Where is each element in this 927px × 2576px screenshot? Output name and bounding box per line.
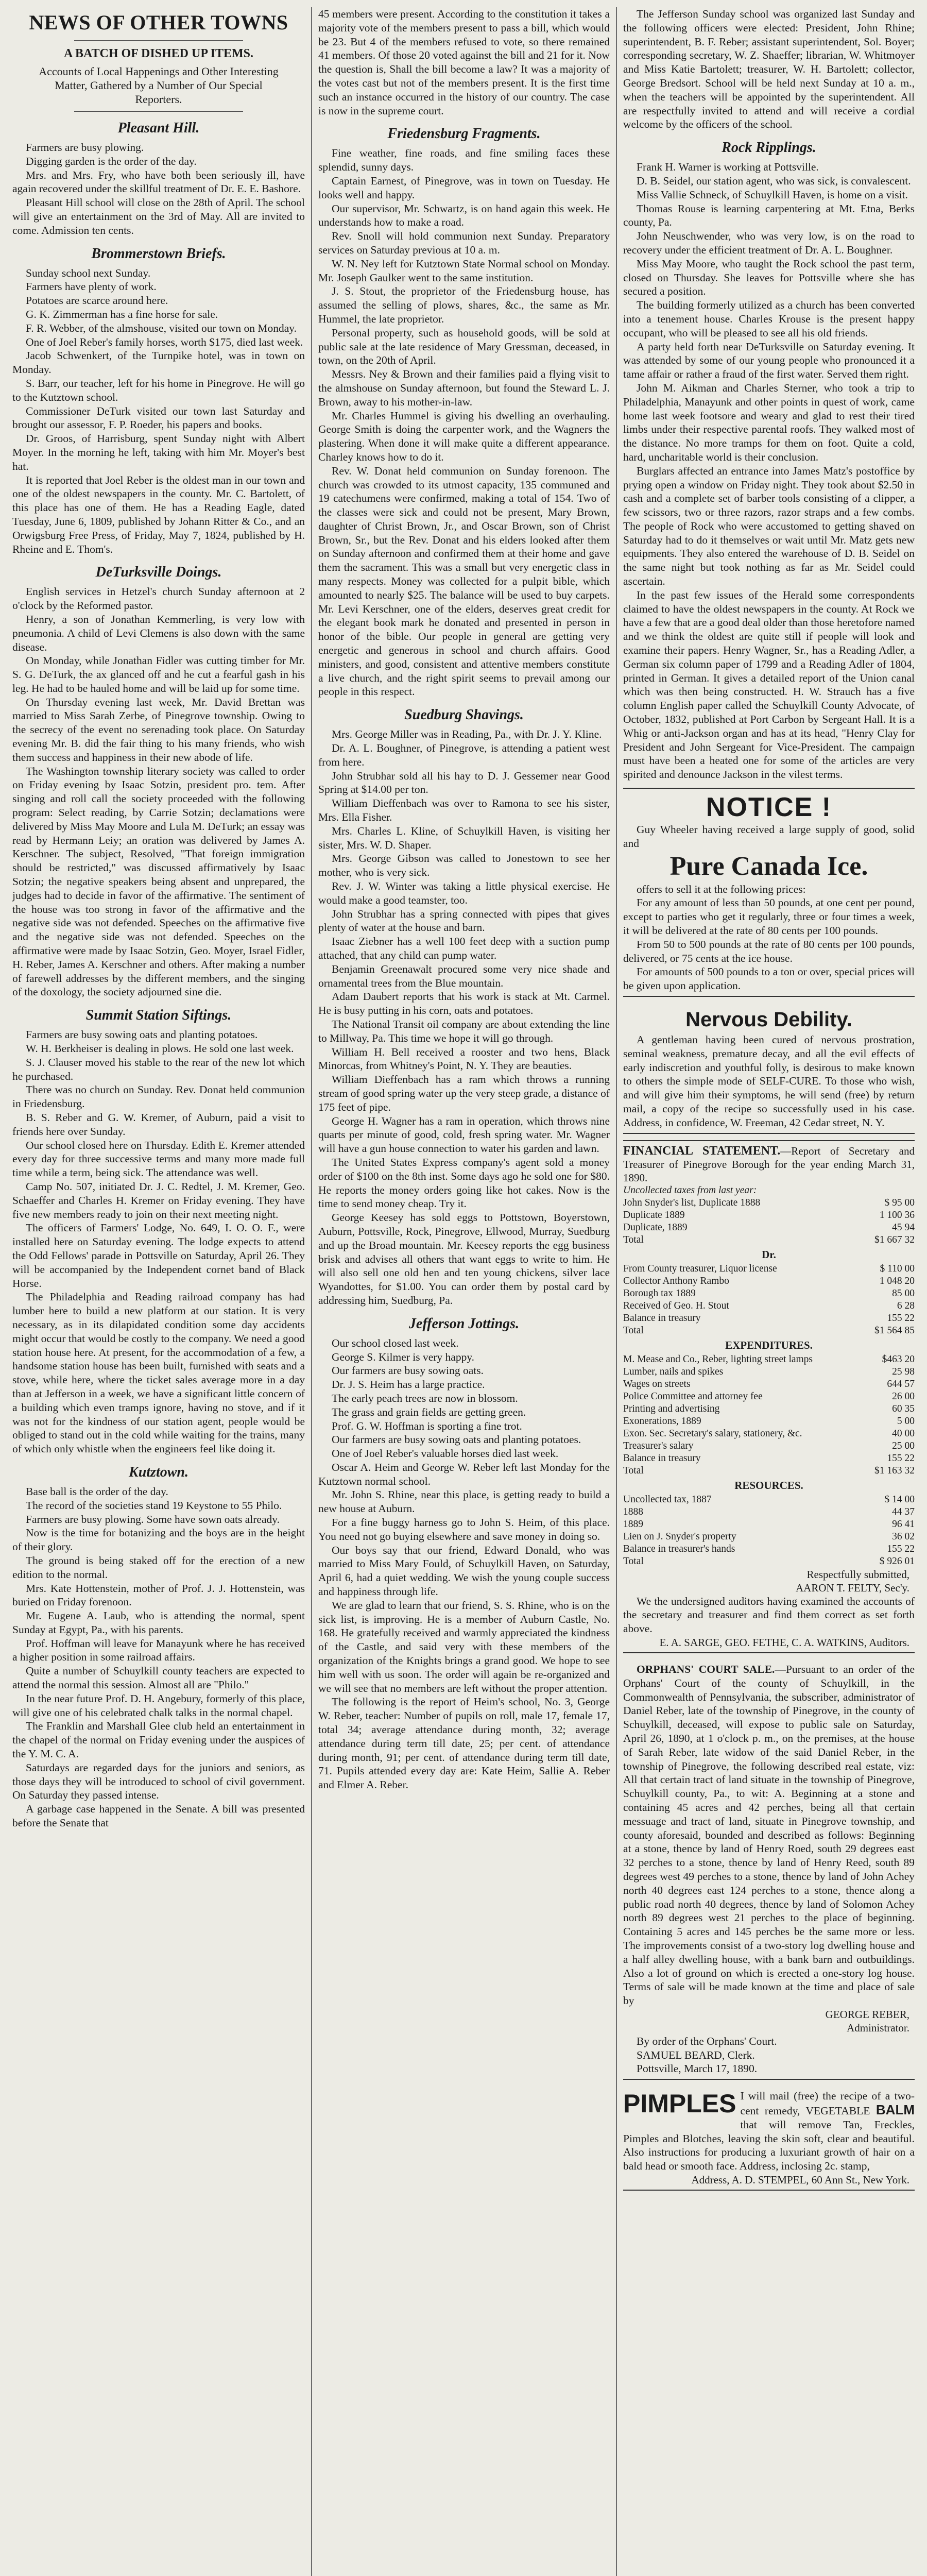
financial-row-label: Exon. Sec. Secretary's salary, stationery, &c.: [623, 1428, 802, 1439]
financial-row-label: Total: [623, 1555, 644, 1567]
financial-row: [623, 1378, 915, 1391]
news-paragraph: Mrs. Charles L. Kline, of Schuylkill Haven, is visiting her sister, Mrs. W. D. Shaper.: [318, 824, 610, 851]
financial-row-label: M. Mease and Co., Reber, lighting street lamps: [623, 1353, 813, 1365]
financial-row-amount: $1 667 32: [874, 1234, 915, 1245]
financial-row: [623, 1197, 915, 1209]
news-paragraph: Captain Earnest, of Pinegrove, was in town on Tuesday. He looks well and happy.: [318, 174, 610, 201]
news-paragraph: Pleasant Hill school will close on the 28th of April. The school will give an entertainment on the 3rd of May. All are invited to come. Admission ten cents.: [12, 196, 305, 236]
section-heading: Friedensburg Fragments.: [387, 126, 541, 142]
financial-row: [623, 1209, 915, 1222]
financial-row-amount: 85 00: [892, 1287, 915, 1299]
financial-row: [623, 1415, 915, 1428]
news-paragraph: The ground is being staked off for the erection of a new edition to the normal.: [12, 1554, 305, 1581]
pimples-body: that will remove Tan, Freckles, Pimples and Blotches, leaving the skin soft, clear and beautiful. Also instructions for producing a luxuriant growth of hair on a bald head or smooth face. Address, inclosing 2c. stamp,: [623, 2118, 915, 2173]
news-paragraph: Messrs. Ney & Brown and their families paid a flying visit to the almshouse on Sunday afternoon, but found the Steward L. J. Brown, away to his mother-in-law.: [318, 368, 610, 408]
financial-row: [623, 1543, 915, 1555]
column-3: [616, 7, 921, 2576]
news-paragraph: Our school closed here on Thursday. Edith E. Kremer attended every day for three successive terms and many more made full time while a term, being sick. The attendance was well.: [12, 1139, 305, 1179]
dr-label: Dr.: [762, 1248, 776, 1261]
financial-row-amount: 25 98: [892, 1366, 915, 1377]
financial-row: [623, 1403, 915, 1415]
nervous-debility-ad: [623, 1003, 915, 1134]
financial-rows-2: [623, 1263, 915, 1337]
news-paragraph: F. R. Webber, of the almshouse, visited our town on Monday.: [26, 321, 297, 334]
news-paragraph: Camp No. 507, initiated Dr. J. C. Redtel, J. M. Kremer, Geo. Schaeffer and Charles H. Kremer on Friday evening. They have five new members ready to join on their next meeting night.: [12, 1180, 305, 1221]
news-paragraph: We are glad to learn that our friend, S. S. Rhine, who is on the sick list, is improving. He is a member of Auburn Castle, No. 168. He gratefully received and warmly appreciated the kindness of the Castle, and said very with these members of the organization of the Knights brings a grand good. We hope to see him well with us soon. The order will again be re-organized and we will see that no members are left without the proper attention.: [318, 1599, 610, 1694]
column-2-body: [318, 7, 610, 1792]
section-heading: DeTurksville Doings.: [95, 564, 222, 581]
news-paragraph: Oscar A. Heim and George W. Reber left last Monday for the Kutztown normal school.: [318, 1461, 610, 1487]
financial-row: [623, 1275, 915, 1287]
financial-row-amount: $463 20: [882, 1353, 915, 1365]
news-paragraph: A garbage case happened in the Senate. A bill was presented before the Senate that: [12, 1803, 305, 1829]
financial-rows-3: [623, 1353, 915, 1477]
financial-row: [623, 1531, 915, 1543]
financial-row-amount: $ 14 00: [884, 1494, 915, 1505]
notice-body-3: From 50 to 500 pounds at the rate of 80 cents per 100 pounds, delivered, or 75 cents at the ice house.: [623, 938, 915, 964]
financial-title-block: [623, 1144, 915, 1184]
news-paragraph: Farmers have plenty of work.: [26, 280, 157, 293]
financial-row-amount: 25 00: [892, 1440, 915, 1451]
financial-row-amount: $ 926 01: [879, 1555, 915, 1567]
orphans-title: ORPHANS' COURT SALE.: [637, 1663, 775, 1675]
orphans-signer-title: Administrator.: [847, 2021, 909, 2034]
pimples-balm: BALM: [876, 2102, 915, 2118]
notice-intro: Guy Wheeler having received a large supply of good, solid and: [623, 823, 915, 850]
divider: [74, 40, 243, 41]
financial-row-amount: $ 95 00: [884, 1197, 915, 1208]
news-paragraph: In the past few issues of the Herald some correspondents claimed to have the oldest newspapers in the county. At Rock we have a few that are a good deal older than those heretofore named and we think the oldest are quite still if people will look and examine their papers. Henry Wagner, Sr., has a Reading Adler, a German six column paper of 1799 and a Reading Adler of 1804, printed in German. It gives a detailed report of the Union canal which was then being constructed. H. W. Strauch has a five column English paper called the Schuylkill County Advocate, of October, 1832, published at Port Carbon by Sergeant Hall. It is a Whig or anti-Jackson organ and has at its head, "Henry Clay for President and John Sergeant for Vice-President. The campaign must have been a heated one for some of the articles are very spirited and denounce Jackson in the vilest terms.: [623, 588, 915, 781]
news-paragraph: The National Transit oil company are about extending the line to Millway, Pa. This time we hope it will go through.: [318, 1018, 610, 1044]
news-paragraph: John Neuschwender, who was very low, is on the road to recovery under the efficient treatment of Dr. A. L. Boughner.: [623, 230, 915, 256]
financial-row: [623, 1234, 915, 1246]
pimples-intro: I will mail (free) the recipe of a two-cent remedy, VEGETABLE: [740, 2090, 915, 2117]
financial-row: [623, 1506, 915, 1518]
financial-row-amount: 5 00: [897, 1415, 915, 1427]
news-paragraph: Personal property, such as household goods, will be sold at public sale at the late residence of Mary Gressman, deceased, in town, on the 20th of April.: [318, 326, 610, 367]
news-paragraph: Quite a number of Schuylkill county teachers are expected to attend the normal this session. Almost all are "Philo.": [12, 1665, 305, 1691]
notice-title: NOTICE !: [706, 792, 832, 823]
news-paragraph: The United States Express company's agent sold a money order of $100 on the 8th inst. Some days ago he sold one for $80. He reports the money orders going like hot cakes. Now is the time to send money cheap. Try it.: [318, 1156, 610, 1210]
news-paragraph: Jacob Schwenkert, of the Turnpike hotel, was in town on Monday.: [12, 349, 305, 376]
news-paragraph: D. B. Seidel, our station agent, who was sick, is convalescent.: [637, 174, 911, 187]
news-paragraph: The grass and grain fields are getting green.: [332, 1405, 526, 1418]
financial-row: [623, 1391, 915, 1403]
resources-heading: RESOURCES.: [734, 1479, 803, 1492]
news-paragraph: English services in Hetzel's church Sunday afternoon at 2 o'clock by the Reformed pastor.: [12, 585, 305, 612]
deck: Accounts of Local Happenings and Other Interesting Matter, Gathered by a Number of Our Special Reporters.: [39, 65, 279, 106]
nervous-title: Nervous Debility.: [685, 1008, 852, 1031]
news-paragraph: Rev. J. W. Winter was taking a little physical exercise. He would make a good teamster, too.: [318, 880, 610, 906]
financial-row-amount: 60 35: [892, 1403, 915, 1414]
financial-rows-1: [623, 1197, 915, 1246]
notice-headline: Pure Canada Ice.: [670, 851, 868, 881]
news-paragraph: Miss May Moore, who taught the Rock school the past term, closed on Thursday. She leaves for Pottsville where she has secured a position.: [623, 257, 915, 298]
financial-row: [623, 1518, 915, 1531]
financial-row: [623, 1263, 915, 1275]
financial-row-label: Police Committee and attorney fee: [623, 1391, 763, 1402]
financial-row-label: Lumber, nails and spikes: [623, 1366, 724, 1377]
financial-rows-4: [623, 1494, 915, 1568]
financial-row-label: John Snyder's list, Duplicate 1888: [623, 1197, 761, 1208]
news-paragraph: William H. Bell received a rooster and two hens, Black Minorcas, from Whitney's Point, N. Y. They are beauties.: [318, 1045, 610, 1072]
orphans-court-sale: [623, 1659, 915, 2080]
financial-row-amount: 155 22: [887, 1312, 915, 1324]
financial-row: [623, 1287, 915, 1300]
financial-row: [623, 1428, 915, 1440]
financial-table: [623, 1184, 915, 1568]
subhead: A BATCH OF DISHED UP ITEMS.: [63, 47, 254, 60]
news-paragraph: The building formerly utilized as a church has been converted into a tenement house. Charles Krouse is the present happy occupant, who will be pleased to see all his old friends.: [623, 299, 915, 339]
financial-row-amount: 1 048 20: [879, 1275, 915, 1286]
orphans-date: Pottsville, March 17, 1890.: [637, 2062, 758, 2075]
news-paragraph: The Jefferson Sunday school was organized last Sunday and the following officers were elected: President, John Rhine; superintendent, B. F. Reber; assistant superintendent, Sol. Boyer; corresponding secretary, W. Z. Shaeffer; librarian, W. Whitmoyer and Miss Katie Bartolett; treasurer, W. H. Bartolett; collector, George Bredsort. School will be held next Sunday at 10 a. m., when the teachers will be appointed by the superintendent. All are respectfully invited to attend and will receive a cordial welcome by the officers of the school.: [623, 8, 915, 131]
ice-notice-ad: [623, 788, 915, 997]
financial-submitted: Respectfully submitted,: [806, 1568, 909, 1581]
news-paragraph: Fine weather, fine roads, and fine smiling faces these splendid, sunny days.: [318, 147, 610, 174]
news-paragraph: There was no church on Sunday. Rev. Donat held communion in Friedensburg.: [12, 1083, 305, 1110]
column-2: [311, 7, 616, 2576]
news-paragraph: Mrs. George Gibson was called to Jonestown to see her mother, who is very sick.: [318, 852, 610, 879]
financial-row-label: Treasurer's salary: [623, 1440, 694, 1451]
section-heading: Pleasant Hill.: [117, 120, 200, 136]
financial-row-label: Collector Anthony Rambo: [623, 1275, 729, 1286]
financial-row-amount: 644 57: [887, 1378, 915, 1389]
news-paragraph: G. K. Zimmerman has a fine horse for sale.: [26, 308, 218, 320]
financial-row-label: Balance in treasurer's hands: [623, 1543, 735, 1554]
news-paragraph: The Franklin and Marshall Glee club held an entertainment in the chapel of the normal on Friday evening under the auspices of the Y. M. C. A.: [12, 1720, 305, 1760]
financial-row-amount: 1 100 36: [879, 1209, 915, 1221]
news-paragraph: Isaac Ziebner has a well 100 feet deep with a suction pump attached, that any child can pump water.: [318, 935, 610, 961]
news-paragraph: Our farmers are busy sowing oats.: [332, 1364, 484, 1377]
financial-row-label: Duplicate 1889: [623, 1209, 685, 1221]
news-paragraph: Our school closed last week.: [332, 1336, 459, 1349]
financial-title: FINANCIAL STATEMENT.: [623, 1144, 781, 1158]
news-paragraph: J. S. Stout, the proprietor of the Friedensburg house, has assumed the selling of plows, shares, &c., the same as Mr. Hummel, the late proprietor.: [318, 285, 610, 325]
news-paragraph: Mrs. Kate Hottenstein, mother of Prof. J. J. Hottenstein, was buried on Friday forenoon.: [12, 1582, 305, 1608]
news-paragraph: Dr. J. S. Heim has a large practice.: [332, 1378, 485, 1391]
financial-row-label: Received of Geo. H. Stout: [623, 1300, 729, 1311]
financial-row-amount: $ 110 00: [880, 1263, 915, 1274]
pimples-ad: [623, 2086, 915, 2191]
section-heading: Rock Ripplings.: [722, 140, 816, 156]
financial-row-label: 1888: [623, 1506, 643, 1517]
masthead: NEWS OF OTHER TOWNS: [29, 11, 288, 34]
financial-row-label: Printing and advertising: [623, 1403, 720, 1414]
financial-row-label: Exonerations, 1889: [623, 1415, 701, 1427]
financial-row-label: Total: [623, 1465, 644, 1476]
financial-row-amount: 36 02: [892, 1531, 915, 1542]
news-paragraph: Rev. W. Donat held communion on Sunday forenoon. The church was crowded to its utmost capacity, 135 communed and 19 catechumens were confirmed, making a total of 154. Two of the classes were sick and could not be present, Mary Brown, daughter of Christ Brown, Jr., and Oscar Brown, son of Christ Brown, Sr., but the Rev. Donat and his elders looked after them on Sunday afternoon and confirmed them at their home and gave them the sacrament. This was a small but very energetic class in many respects. Money was collected for a pulpit bible, which amounted to nearly $25. The balance will be used to buy carpets. Mr. Levi Kerschner, one of the elders, deserves great credit for the elegant book mark he donated and presented in person in honor of the bible. Our people in general are getting very energetic and generous in school and church affairs. Good ministers, and good, consistent and attentive members constitute a live church, and the right spirit seems to prevail among our people in this respect.: [318, 464, 610, 698]
news-paragraph: John Strubhar sold all his hay to D. J. Gessemer near Good Spring at $14.00 per ton.: [318, 769, 610, 796]
column-1: [6, 7, 311, 2576]
financial-row-label: Total: [623, 1325, 644, 1336]
news-paragraph: One of Joel Reber's family horses, worth $175, died last week.: [26, 335, 303, 348]
news-paragraph: The following is the report of Heim's school, No. 3, George W. Reber, teacher: Number of pupils on roll, male 17, female 17, total 34; average attendance during month, 32; average attendance during term till date, 25; per cent. of attendance during month, 91; per cent. of attendance during term till date, 71. Pupils attended every day are: Kate Heim, Sallie A. Reber and Elmer A. Reber.: [318, 1696, 610, 1791]
financial-row-amount: $1 564 85: [874, 1325, 915, 1336]
financial-statement: [623, 1140, 915, 1653]
news-paragraph: Burglars affected an entrance into James Matz's postoffice by prying open a window on Friday night. They took about $2.50 in cash and a complete set of barber tools consisting of a clipper, a few scissors, two or three razors, razor straps and a few combs. The people of Rock who were accustomed to getting shaved on Saturday had to do it themselves or wait until Mr. Matz gets new equipments. They also entered the warehouse of D. B. Seidel on the same night but took nothing as far as Mr. Seidel could ascertain.: [623, 464, 915, 588]
financial-row-label: Total: [623, 1234, 644, 1245]
news-paragraph: Base ball is the order of the day.: [26, 1485, 168, 1498]
orphans-body: —Pursuant to an order of the Orphans' Court of the county of Schuylkill, in the Commonwealth of Pennsylvania, the subscriber, administrator of Daniel Reber, late of the township of Pinegrove, in the county of Schuylkill, deceased, will expose to public sale on Saturday, April 26, 1890, at 1 o'clock p. m., on the premises, at the house of Sarah Reber, late widow of the said Daniel Reber, in the township of Pinegrove, the following described real estate, viz: All that certain tract of land situate in the township of Pinegrove, Schuylkill county, Pa., to wit: A. Beginning at a stone and containing 45 acres and 42 perches, being all that certain messuage and tract of land, situate in Pinegrove township, and county aforesaid, bounded and described as follows: Beginning at a stone, thence by land of Henry Roed, south 29 degrees east 32 perches to a stone, thence by land of Henry Reed, south 89 degrees west 49 perches to a stone, thence by land of John Achey north 40 degrees east 124 perches to a stone, thence along a public road north 40 degrees, thence by land of Solomon Achey north 89 degrees west 21 perches to the place of beginning. Containing 5 acres and 145 perches be the same more or less. The improvements consist of a two-story log dwelling house and a half alley dwelling house, with a bank barn and outbuildings. Also a lot of ground on which is erected a one-story log house. Terms of sale will be made known at the time and place of sale by: [623, 1663, 915, 2007]
news-paragraph: Mrs. George Miller was in Reading, Pa., with Dr. J. Y. Kline.: [332, 728, 602, 741]
section-heading: Jefferson Jottings.: [408, 1315, 520, 1332]
financial-row-amount: 26 00: [892, 1391, 915, 1402]
news-paragraph: Commissioner DeTurk visited our town last Saturday and brought our assessor, F. P. Roeder, his papers and books.: [12, 404, 305, 431]
financial-row: [623, 1300, 915, 1312]
financial-row-amount: 96 41: [892, 1518, 915, 1530]
news-paragraph: William Dieffenbach has a ram which throws a running stream of good spring water up the very steep grade, a distance of 175 feet of pipe.: [318, 1073, 610, 1113]
pimples-title: PIMPLES: [623, 2089, 736, 2119]
financial-row: [623, 1222, 915, 1234]
news-paragraph: Dr. Groos, of Harrisburg, spent Sunday night with Albert Moyer. In the morning he left, taking with him Mr. Moyer's best hat.: [12, 432, 305, 472]
notice-body-1: offers to sell it at the following prices:: [637, 883, 806, 895]
news-paragraph: It is reported that Joel Reber is the oldest man in our town and one of the oldest newspapers in the county. Mr. C. Bartolett, of this place has one of them. He has a Reading Eagle, dated Tuesday, June 6, 1809, published by Johann Ritter & Co., and an Orwigsburg Free Press, of Friday, May 7, 1824, published by H. Rheine and E. Thom's.: [12, 473, 305, 555]
financial-row: [623, 1555, 915, 1568]
news-paragraph: William Dieffenbach was over to Ramona to see his sister, Mrs. Ella Fisher.: [318, 797, 610, 824]
news-paragraph: John M. Aikman and Charles Sterner, who took a trip to Philadelphia, Manayunk and other points in quest of work, came home last week footsore and weary and glad to rest their tired limbs under their respective parental roofs. They walked most of the distance. No more tramps for them on foot. Quite a cold, hard, uncharitable world is their conclusion.: [623, 381, 915, 463]
uncollected-label: Uncollected taxes from last year:: [623, 1184, 757, 1196]
news-paragraph: Farmers are busy plowing. Some have sown oats already.: [26, 1513, 280, 1526]
financial-row-amount: 155 22: [887, 1452, 915, 1464]
news-paragraph: George H. Wagner has a ram in operation, which throws nine quarts per minute of good, cold, fresh spring water. Mr. Wagner will have a gun house connection to water his garden and lawn.: [318, 1114, 610, 1155]
financial-row: [623, 1465, 915, 1477]
financial-row-label: 1889: [623, 1518, 643, 1530]
financial-row-label: Lien on J. Snyder's property: [623, 1531, 736, 1542]
financial-row: [623, 1494, 915, 1506]
financial-audit: We the undersigned auditors having examined the accounts of the secretary and treasurer and find them correct as set forth above.: [623, 1595, 915, 1635]
news-paragraph: Dr. A. L. Boughner, of Pinegrove, is attending a patient west from here.: [318, 742, 610, 768]
news-paragraph: Sunday school next Sunday.: [26, 266, 151, 279]
news-paragraph: Miss Vallie Schneck, of Schuylkill Haven, is home on a visit.: [637, 188, 908, 201]
news-paragraph: John Strubhar has a spring connected with pipes that gives plenty of water at the house and barn.: [318, 907, 610, 934]
divider: [74, 111, 243, 112]
news-paragraph: Henry, a son of Jonathan Kemmerling, is very low with pneumonia. A child of Levi Clemens is also down with the same disease.: [12, 613, 305, 653]
news-paragraph: Mr. Charles Hummel is giving his dwelling an overhauling. George Smith is doing the carpenter work, and the Wagners the plastering. When done it will make quite a different appearance. Charley knows how to do it.: [318, 409, 610, 463]
news-paragraph: A party held forth near DeTurksville on Saturday evening. It was attended by some of our young people who pronounced it a tame affair or rather a fraud of the first water. Served them right.: [623, 340, 915, 381]
news-paragraph: Prof. Hoffman will leave for Manayunk where he has received a higher position in some railroad affairs.: [12, 1637, 305, 1664]
section-heading: Kutztown.: [129, 1464, 188, 1480]
financial-row: [623, 1312, 915, 1325]
notice-body-4: For amounts of 500 pounds to a ton or over, special prices will be given upon application.: [623, 965, 915, 992]
orphans-attorney: SAMUEL BEARD, Clerk.: [637, 2048, 755, 2061]
financial-row-label: Balance in treasury: [623, 1452, 701, 1464]
news-paragraph: Frank H. Warner is working at Pottsville.: [637, 161, 819, 174]
news-paragraph: The early peach trees are now in blossom.: [332, 1392, 518, 1404]
financial-row: [623, 1325, 915, 1337]
news-paragraph: Mrs. and Mrs. Fry, who have both been seriously ill, have again recovered under the skillful treatment of Dr. E. E. Bashore.: [12, 168, 305, 195]
news-paragraph: Benjamin Greenawalt procured some very nice shade and ornamental trees from the Blue mountain.: [318, 962, 610, 989]
news-paragraph: Rev. Snoll will hold communion next Sunday. Preparatory services on Saturday previous at 10 a. m.: [318, 230, 610, 256]
news-paragraph: Adam Daubert reports that his work is stack at Mt. Carmel. He is busy putting in his corn, oats and potatoes.: [318, 990, 610, 1017]
news-paragraph: The record of the societies stand 19 Keystone to 55 Philo.: [26, 1499, 282, 1512]
notice-body-2: For any amount of less than 50 pounds, at one cent per pound, except to parties who get it regularly, three or four times a week, it will be delivered at the rate of 80 cents per 100 pounds.: [623, 896, 915, 937]
news-paragraph: Mr. Eugene A. Laub, who is attending the normal, spent Sunday at Egypt, Pa., with his parents.: [12, 1609, 305, 1636]
financial-row: [623, 1353, 915, 1366]
section-heading: Suedburg Shavings.: [404, 707, 524, 723]
financial-row-label: Borough tax 1889: [623, 1287, 696, 1299]
orphans-signer: GEORGE REBER,: [825, 2008, 909, 2021]
news-paragraph: On Monday, while Jonathan Fidler was cutting timber for Mr. S. G. DeTurk, the ax glanced off and he cut a fearful gash in his leg. He had to be hauled home and will be laid up for some time.: [12, 654, 305, 694]
financial-row: [623, 1440, 915, 1452]
financial-row: [623, 1452, 915, 1465]
news-paragraph: George S. Kilmer is very happy.: [332, 1350, 475, 1363]
news-paragraph: Now is the time for botanizing and the boys are in the height of their glory.: [12, 1527, 305, 1553]
orphans-text: [623, 1663, 915, 2008]
news-paragraph: S. J. Clauser moved his stable to the rear of the new lot which he purchased.: [12, 1056, 305, 1082]
news-paragraph: Our boys say that our friend, Edward Donald, who was married to Miss Mary Fould, of Schuylkill Haven, on Saturday, April 6, had a quiet wedding. We wish the young couple success and happiness through life.: [318, 1544, 610, 1598]
news-paragraph: In the near future Prof. D. H. Angebury, formerly of this place, will give one of his celebrated chalk talks in the normal chapel.: [12, 1692, 305, 1719]
news-paragraph: Potatoes are scarce around here.: [26, 294, 168, 307]
news-paragraph: Thomas Rouse is learning carpentering at Mt. Etna, Berks county, Pa.: [623, 202, 915, 229]
pimples-address: Address, A. D. STEMPEL, 60 Ann St., New York.: [691, 2174, 909, 2187]
news-paragraph: Saturdays are regarded days for the juniors and seniors, as those days they will be introduced to school of civil government. On Saturday they passed intense.: [12, 1761, 305, 1802]
section-heading: Brommerstown Briefs.: [91, 245, 226, 262]
news-paragraph: The Philadelphia and Reading railroad company has had lumber here to build a new platform at our station. It is very necessary, as in its dilapidated condition some day accidents might occur that would be costly to the company. We need a good station house here. At present, for the accommodation of a few, a handsome station house has been built, furnished with seats and a stove, while here, where the ticket sales average more in a day than at Jefferson in a week, we have a significant little concern of a building which even tramps ignore, having no stove, and if it was not for the kindness of our station agent, people would be obliged to stand out in the cold while waiting for the trains, many of which only whistle when the engineers feel like doing it.: [12, 1291, 305, 1455]
financial-row-label: Wages on streets: [623, 1378, 691, 1389]
financial-intro: —Report of Secretary and Treasurer of Pinegrove Borough for the year ending March 31, 1890.: [623, 1144, 915, 1184]
news-paragraph: One of Joel Reber's valuable horses died last week.: [332, 1447, 559, 1460]
news-paragraph: The Washington township literary society was called to order on Friday evening by Isaac Sotzin, president pro. tem. After singing and roll call the society proceeded with the following program: Select reading, by Carrie Sotzin; declamations were delivered by Miss May Moore and Lula M. DeTurk; an essay was read by Hermann Leiy; an oration was delivered by James A. Kerschner. The subject, Resolved, "That foreign immigration should be restricted," was discussed affirmatively by Isaac Sotzin; the negative speakers being absent and unprepared, the judges had to decide in favor of the affirmative. The sentiment of the house was too strong in favor of the affirmative and the negative side was not defended. Speeches on the affirmative five and the negative side was not defended. Speeches on the affirmative were made by Isaac Sotzin, Geo. Moyer, Israel Fidler, H. Reber, James A. Kerschner and others. After making a number of farewell addresses by the different members, and the singing of the doxology, the society adjourned sine die.: [12, 765, 305, 998]
news-paragraph: On Thursday evening last week, Mr. David Brettan was married to Miss Sarah Zerbe, of Pinegrove township. Owing to the secrecy of the event no serenading took place. On Saturday evening Mr. B. did the fair thing to his many friends, who wish them success and happiness in their new abode of life.: [12, 696, 305, 764]
orphans-by: By order of the Orphans' Court.: [637, 2035, 777, 2047]
financial-row-label: Balance in treasury: [623, 1312, 701, 1324]
section-heading: Summit Station Siftings.: [85, 1007, 232, 1024]
news-paragraph: Prof. G. W. Hoffman is sporting a fine trot.: [332, 1419, 522, 1432]
news-paragraph: For a fine buggy harness go to John S. Heim, of this place. You need not go buying elsewhere and save money in doing so.: [318, 1516, 610, 1543]
financial-row-amount: $1 163 32: [874, 1465, 915, 1476]
financial-row-amount: 155 22: [887, 1543, 915, 1554]
news-paragraph: Mr. John S. Rhine, near this place, is getting ready to build a new house at Auburn.: [318, 1488, 610, 1515]
column-3-body: [623, 7, 915, 782]
financial-row-label: From County treasurer, Liquor license: [623, 1263, 777, 1274]
financial-row-amount: 45 94: [892, 1222, 915, 1233]
financial-row-amount: 40 00: [892, 1428, 915, 1439]
news-paragraph: Digging garden is the order of the day.: [26, 155, 197, 167]
news-paragraph: Our supervisor, Mr. Schwartz, is on hand again this week. He understands how to make a road.: [318, 202, 610, 229]
news-paragraph: Our farmers are busy sowing oats and planting potatoes.: [332, 1433, 581, 1446]
financial-signer: AARON T. FELTY, Sec'y.: [796, 1581, 909, 1594]
news-paragraph: Farmers are busy plowing.: [26, 141, 144, 154]
expenditures-heading: EXPENDITURES.: [725, 1338, 813, 1351]
news-paragraph: W. H. Berkheiser is dealing in plows. He sold one last week.: [26, 1042, 294, 1055]
news-paragraph: George Keesey has sold eggs to Pottstown, Boyerstown, Auburn, Pottsville, Rock, Pinegrove, Ellwood, Murray, Suedburg and up the Broad mountain. Mr. Keesey reports the egg business brisk and advises all others that want eggs to write to him. He will also sell one old hen and ten young chickens, silver lace Wyandottes, for $1.00. You can order them by postal card by addressing him, Suedburg, Pa.: [318, 1211, 610, 1307]
news-paragraph: Farmers are busy sowing oats and planting potatoes.: [26, 1028, 258, 1041]
financial-row-amount: 6 28: [897, 1300, 915, 1311]
news-paragraph: The officers of Farmers' Lodge, No. 649, I. O. O. F., were installed here on Saturday evening. The lodge expects to attend the Odd Fellows' parade in Pottsville on Saturday, April 26. They will be accompanied by the Independent cornet band of Black Horse.: [12, 1222, 305, 1290]
news-paragraph: W. N. Ney left for Kutztown State Normal school on Monday. Mr. Joseph Gaulker went to the same institution.: [318, 257, 610, 284]
financial-auditors: E. A. SARGE, GEO. FETHE, C. A. WATKINS, Auditors.: [659, 1636, 909, 1649]
financial-row-amount: 44 37: [892, 1506, 915, 1517]
financial-row: [623, 1366, 915, 1378]
nervous-body: A gentleman having been cured of nervous prostration, seminal weakness, premature decay, and all the evil effects of early indiscretion and youthful folly, is desirous to make known to others the simple mode of SELF-CURE. To those who wish, and will give him their symptoms, he will send (free) by return mail, a copy of the recipe so successfully used in his case. Address, in confidence, W. Freeman, 42 Cedar street, N. Y.: [623, 1033, 915, 1129]
column-1-body: [12, 119, 305, 1830]
news-paragraph: S. Barr, our teacher, left for his home in Pinegrove. He will go to the Kutztown school.: [12, 377, 305, 403]
financial-row-label: Duplicate, 1889: [623, 1222, 688, 1233]
news-paragraph: 45 members were present. According to the constitution it takes a majority vote of the members present to pass a bill, which would be 23. But 4 of the members refused to vote, so there remained 41 members. Of those 20 voted against the bill and 21 for it. Now the question is, Shall the bill become a law? It was a majority of the votes cast but not of the members present. It is the first time such an instance occurred in the history of our country. The case is now in the supreme court.: [318, 8, 610, 117]
news-paragraph: B. S. Reber and G. W. Kremer, of Auburn, paid a visit to friends here over Sunday.: [12, 1111, 305, 1138]
financial-row-label: Uncollected tax, 1887: [623, 1494, 712, 1505]
